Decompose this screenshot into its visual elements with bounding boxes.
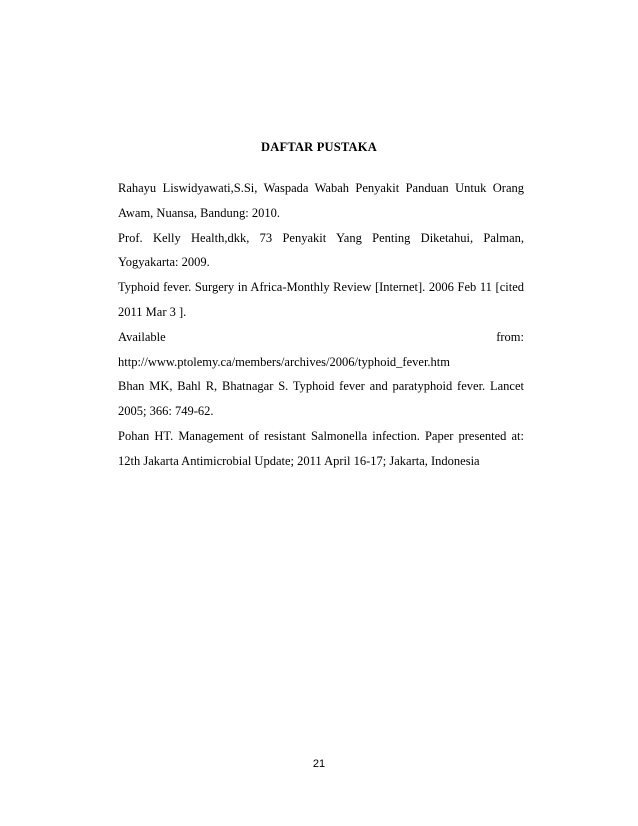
reference-list: [118, 176, 524, 474]
page-number: 21: [312, 758, 326, 770]
reference-item: Prof. Kelly Health,dkk, 73 Penyakit Yang Penting Diketahui, Palman, Yogyakarta: 2009.: [118, 230, 524, 270]
reference-item: Typhoid fever. Surgery in Africa-Monthly Review [Internet]. 2006 Feb 11 [cited 2011 Mar 3 ].: [118, 280, 524, 319]
page-title: DAFTAR PUSTAKA: [261, 140, 377, 154]
reference-item: Rahayu Liswidyawati,S.Si, Waspada Wabah Penyakit Panduan Untuk Orang Awam, Nuansa, Bandung: 2010.: [118, 181, 524, 220]
reference-url: Available from: http://www.ptolemy.ca/members/archives/2006/typhoid_fever.htm: [118, 329, 524, 369]
reference-item: Bhan MK, Bahl R, Bhatnagar S. Typhoid fever and paratyphoid fever. Lancet 2005; 366: 749-62.: [118, 379, 524, 419]
reference-item: Pohan HT. Management of resistant Salmonella infection. Paper presented at: 12th Jakarta Antimicrobial Update; 2011 April 16-17; Jakarta, Indonesia: [118, 428, 524, 468]
